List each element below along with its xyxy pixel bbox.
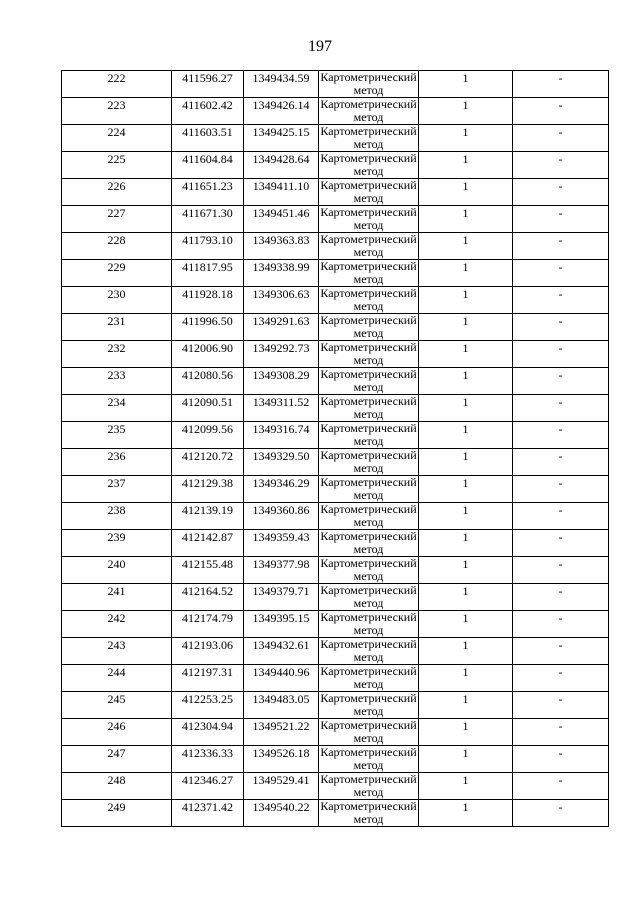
description-cell: - [513, 449, 609, 476]
y-coordinate-cell: 1349395.15 [244, 611, 319, 638]
table-row [62, 233, 609, 260]
method-cell [319, 395, 419, 422]
y-coordinate-cell: 1349440.96 [244, 665, 319, 692]
method-cell [319, 179, 419, 206]
method-cell [319, 422, 419, 449]
method-cell [319, 611, 419, 638]
table-row [62, 98, 609, 125]
method-cell [319, 368, 419, 395]
table-row [62, 773, 609, 800]
table-row [62, 260, 609, 287]
y-coordinate-cell: 1349363.83 [244, 233, 319, 260]
method-label: Картометрический метод [320, 206, 417, 232]
description-cell: - [513, 692, 609, 719]
precision-cell: 1 [419, 503, 513, 530]
table-row [62, 206, 609, 233]
precision-cell: 1 [419, 611, 513, 638]
precision-cell: 1 [419, 692, 513, 719]
y-coordinate-cell: 1349377.98 [244, 557, 319, 584]
precision-cell: 1 [419, 152, 513, 179]
point-number-cell: 228 [62, 233, 172, 260]
description-cell: - [513, 638, 609, 665]
method-label: Картометрический метод [320, 800, 417, 826]
x-coordinate-cell: 412336.33 [172, 746, 244, 773]
y-coordinate-cell: 1349359.43 [244, 530, 319, 557]
x-coordinate-cell: 412142.87 [172, 530, 244, 557]
y-coordinate-cell: 1349526.18 [244, 746, 319, 773]
precision-cell: 1 [419, 233, 513, 260]
description-cell: - [513, 152, 609, 179]
method-label: Картометрический метод [320, 449, 417, 475]
table-row [62, 152, 609, 179]
method-cell [319, 152, 419, 179]
description-cell: - [513, 422, 609, 449]
coordinates-table-body [62, 71, 609, 827]
table-row [62, 395, 609, 422]
method-cell [319, 206, 419, 233]
precision-cell: 1 [419, 98, 513, 125]
y-coordinate-cell: 1349360.86 [244, 503, 319, 530]
x-coordinate-cell: 412346.27 [172, 773, 244, 800]
method-label: Картометрический метод [320, 476, 417, 502]
precision-cell: 1 [419, 773, 513, 800]
table-row [62, 746, 609, 773]
method-cell [319, 287, 419, 314]
table-row [62, 719, 609, 746]
method-label: Картометрический метод [320, 125, 417, 151]
x-coordinate-cell: 411603.51 [172, 125, 244, 152]
x-coordinate-cell: 412304.94 [172, 719, 244, 746]
description-cell: - [513, 746, 609, 773]
x-coordinate-cell: 411602.42 [172, 98, 244, 125]
x-coordinate-cell: 412371.42 [172, 800, 244, 827]
x-coordinate-cell: 412193.06 [172, 638, 244, 665]
method-cell [319, 746, 419, 773]
x-coordinate-cell: 412006.90 [172, 341, 244, 368]
y-coordinate-cell: 1349434.59 [244, 71, 319, 98]
y-coordinate-cell: 1349411.10 [244, 179, 319, 206]
description-cell: - [513, 206, 609, 233]
point-number-cell: 241 [62, 584, 172, 611]
x-coordinate-cell: 411651.23 [172, 179, 244, 206]
table-row [62, 638, 609, 665]
y-coordinate-cell: 1349308.29 [244, 368, 319, 395]
precision-cell: 1 [419, 800, 513, 827]
y-coordinate-cell: 1349432.61 [244, 638, 319, 665]
description-cell: - [513, 611, 609, 638]
method-cell [319, 530, 419, 557]
method-label: Картометрический метод [320, 665, 417, 691]
table-row [62, 341, 609, 368]
description-cell: - [513, 179, 609, 206]
precision-cell: 1 [419, 584, 513, 611]
method-cell [319, 557, 419, 584]
table-row [62, 71, 609, 98]
table-row [62, 125, 609, 152]
x-coordinate-cell: 411817.95 [172, 260, 244, 287]
x-coordinate-cell: 411671.30 [172, 206, 244, 233]
description-cell: - [513, 314, 609, 341]
x-coordinate-cell: 411996.50 [172, 314, 244, 341]
method-label: Картометрический метод [320, 503, 417, 529]
x-coordinate-cell: 412164.52 [172, 584, 244, 611]
table-row [62, 557, 609, 584]
x-coordinate-cell: 412155.48 [172, 557, 244, 584]
x-coordinate-cell: 412197.31 [172, 665, 244, 692]
precision-cell: 1 [419, 287, 513, 314]
x-coordinate-cell: 412080.56 [172, 368, 244, 395]
y-coordinate-cell: 1349329.50 [244, 449, 319, 476]
method-label: Картометрический метод [320, 584, 417, 610]
precision-cell: 1 [419, 368, 513, 395]
point-number-cell: 225 [62, 152, 172, 179]
y-coordinate-cell: 1349529.41 [244, 773, 319, 800]
method-label: Картометрический метод [320, 260, 417, 286]
method-label: Картометрический метод [320, 341, 417, 367]
table-row [62, 530, 609, 557]
description-cell: - [513, 368, 609, 395]
method-cell [319, 800, 419, 827]
y-coordinate-cell: 1349292.73 [244, 341, 319, 368]
point-number-cell: 247 [62, 746, 172, 773]
method-cell [319, 125, 419, 152]
table-row [62, 422, 609, 449]
description-cell: - [513, 719, 609, 746]
precision-cell: 1 [419, 71, 513, 98]
precision-cell: 1 [419, 476, 513, 503]
y-coordinate-cell: 1349521.22 [244, 719, 319, 746]
method-label: Картометрический метод [320, 71, 417, 97]
point-number-cell: 248 [62, 773, 172, 800]
y-coordinate-cell: 1349311.52 [244, 395, 319, 422]
table-row [62, 503, 609, 530]
coordinates-table [61, 70, 609, 827]
point-number-cell: 230 [62, 287, 172, 314]
method-label: Картометрический метод [320, 773, 417, 799]
y-coordinate-cell: 1349306.63 [244, 287, 319, 314]
table-row [62, 584, 609, 611]
method-cell [319, 341, 419, 368]
point-number-cell: 236 [62, 449, 172, 476]
y-coordinate-cell: 1349426.14 [244, 98, 319, 125]
precision-cell: 1 [419, 449, 513, 476]
precision-cell: 1 [419, 206, 513, 233]
page-number: 197 [308, 38, 332, 55]
table-row [62, 368, 609, 395]
method-cell [319, 314, 419, 341]
precision-cell: 1 [419, 260, 513, 287]
point-number-cell: 240 [62, 557, 172, 584]
description-cell: - [513, 260, 609, 287]
table-row [62, 287, 609, 314]
x-coordinate-cell: 412139.19 [172, 503, 244, 530]
point-number-cell: 245 [62, 692, 172, 719]
table-row [62, 314, 609, 341]
method-label: Картометрический метод [320, 98, 417, 124]
description-cell: - [513, 233, 609, 260]
method-cell [319, 503, 419, 530]
description-cell: - [513, 287, 609, 314]
precision-cell: 1 [419, 557, 513, 584]
description-cell: - [513, 557, 609, 584]
point-number-cell: 231 [62, 314, 172, 341]
precision-cell: 1 [419, 341, 513, 368]
method-label: Картометрический метод [320, 179, 417, 205]
method-cell [319, 584, 419, 611]
y-coordinate-cell: 1349540.22 [244, 800, 319, 827]
method-cell [319, 476, 419, 503]
table-row [62, 449, 609, 476]
method-cell [319, 665, 419, 692]
precision-cell: 1 [419, 638, 513, 665]
method-label: Картометрический метод [320, 395, 417, 421]
table-row [62, 476, 609, 503]
precision-cell: 1 [419, 125, 513, 152]
method-label: Картометрический метод [320, 152, 417, 178]
x-coordinate-cell: 411596.27 [172, 71, 244, 98]
precision-cell: 1 [419, 179, 513, 206]
description-cell: - [513, 773, 609, 800]
x-coordinate-cell: 411928.18 [172, 287, 244, 314]
method-label: Картометрический метод [320, 746, 417, 772]
y-coordinate-cell: 1349379.71 [244, 584, 319, 611]
description-cell: - [513, 125, 609, 152]
point-number-cell: 233 [62, 368, 172, 395]
table-row [62, 665, 609, 692]
description-cell: - [513, 395, 609, 422]
x-coordinate-cell: 412090.51 [172, 395, 244, 422]
point-number-cell: 235 [62, 422, 172, 449]
x-coordinate-cell: 412099.56 [172, 422, 244, 449]
point-number-cell: 223 [62, 98, 172, 125]
method-label: Картометрический метод [320, 557, 417, 583]
table-row [62, 692, 609, 719]
method-cell [319, 260, 419, 287]
x-coordinate-cell: 412129.38 [172, 476, 244, 503]
y-coordinate-cell: 1349291.63 [244, 314, 319, 341]
point-number-cell: 242 [62, 611, 172, 638]
point-number-cell: 239 [62, 530, 172, 557]
point-number-cell: 232 [62, 341, 172, 368]
point-number-cell: 227 [62, 206, 172, 233]
description-cell: - [513, 476, 609, 503]
method-label: Картометрический метод [320, 692, 417, 718]
point-number-cell: 229 [62, 260, 172, 287]
point-number-cell: 244 [62, 665, 172, 692]
y-coordinate-cell: 1349428.64 [244, 152, 319, 179]
y-coordinate-cell: 1349316.74 [244, 422, 319, 449]
method-cell [319, 233, 419, 260]
point-number-cell: 222 [62, 71, 172, 98]
method-label: Картометрический метод [320, 233, 417, 259]
precision-cell: 1 [419, 422, 513, 449]
method-label: Картометрический метод [320, 287, 417, 313]
x-coordinate-cell: 412253.25 [172, 692, 244, 719]
method-label: Картометрический метод [320, 368, 417, 394]
x-coordinate-cell: 411604.84 [172, 152, 244, 179]
precision-cell: 1 [419, 395, 513, 422]
table-row [62, 179, 609, 206]
method-cell [319, 98, 419, 125]
table-row [62, 800, 609, 827]
y-coordinate-cell: 1349483.05 [244, 692, 319, 719]
y-coordinate-cell: 1349338.99 [244, 260, 319, 287]
precision-cell: 1 [419, 665, 513, 692]
description-cell: - [513, 530, 609, 557]
point-number-cell: 246 [62, 719, 172, 746]
method-cell [319, 449, 419, 476]
method-label: Картометрический метод [320, 638, 417, 664]
point-number-cell: 224 [62, 125, 172, 152]
method-label: Картометрический метод [320, 314, 417, 340]
y-coordinate-cell: 1349346.29 [244, 476, 319, 503]
point-number-cell: 249 [62, 800, 172, 827]
method-label: Картометрический метод [320, 611, 417, 637]
method-cell [319, 71, 419, 98]
description-cell: - [513, 665, 609, 692]
table-row [62, 611, 609, 638]
precision-cell: 1 [419, 530, 513, 557]
method-cell [319, 773, 419, 800]
method-cell [319, 719, 419, 746]
y-coordinate-cell: 1349425.15 [244, 125, 319, 152]
description-cell: - [513, 800, 609, 827]
method-label: Картометрический метод [320, 422, 417, 448]
point-number-cell: 226 [62, 179, 172, 206]
point-number-cell: 238 [62, 503, 172, 530]
method-cell [319, 638, 419, 665]
method-label: Картометрический метод [320, 719, 417, 745]
method-cell [319, 692, 419, 719]
precision-cell: 1 [419, 746, 513, 773]
method-label: Картометрический метод [320, 530, 417, 556]
description-cell: - [513, 71, 609, 98]
description-cell: - [513, 503, 609, 530]
point-number-cell: 243 [62, 638, 172, 665]
description-cell: - [513, 341, 609, 368]
point-number-cell: 237 [62, 476, 172, 503]
y-coordinate-cell: 1349451.46 [244, 206, 319, 233]
precision-cell: 1 [419, 719, 513, 746]
x-coordinate-cell: 411793.10 [172, 233, 244, 260]
x-coordinate-cell: 412120.72 [172, 449, 244, 476]
point-number-cell: 234 [62, 395, 172, 422]
description-cell: - [513, 584, 609, 611]
precision-cell: 1 [419, 314, 513, 341]
x-coordinate-cell: 412174.79 [172, 611, 244, 638]
description-cell: - [513, 98, 609, 125]
